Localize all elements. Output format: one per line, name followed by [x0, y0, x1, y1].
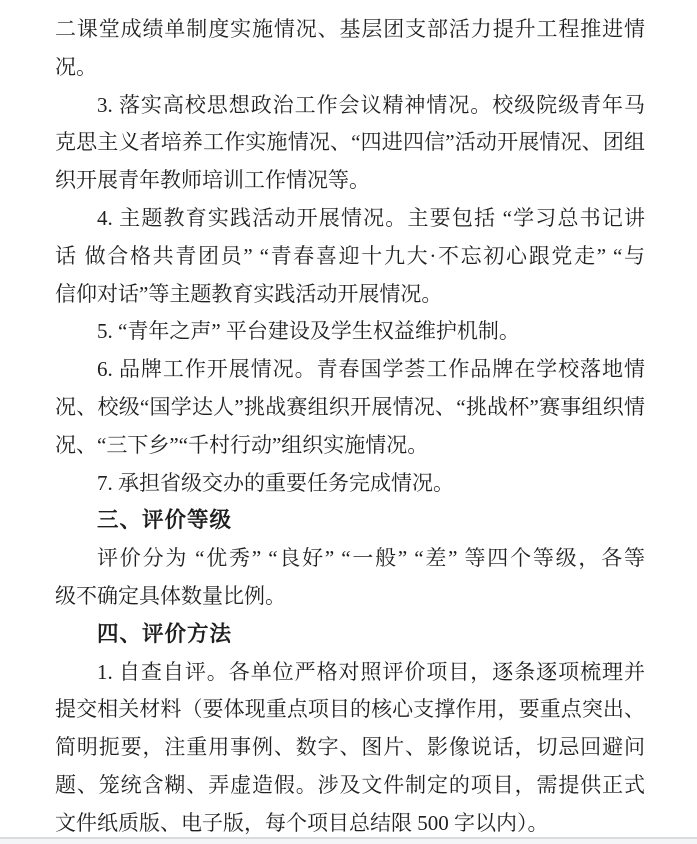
text-line: 文件纸质版、电子版，每个项目总结限 500 字以内）。 [55, 810, 549, 835]
text-line: 织开展青年教师培训工作情况等。 [55, 168, 370, 193]
text-line: 3. 落实高校思想政治工作会议精神情况。校级院级青年马 [97, 92, 645, 117]
text-line: 况。 [55, 54, 97, 79]
section-heading: 三、评价等级 [97, 508, 233, 533]
text-line: 话 做合格共青团员” “青春喜迎十九大·不忘初心跟党走” “与 [55, 243, 645, 268]
text-line: 5. “青年之声” 平台建设及学生权益维护机制。 [97, 319, 520, 344]
text-line: 4. 主题教育实践活动开展情况。主要包括 “学习总书记讲 [97, 205, 645, 230]
text-line: 1. 自查自评。各单位严格对照评价项目，逐条逐项梳理并 [97, 659, 645, 684]
text-line: 级不确定具体数量比例。 [55, 583, 286, 608]
text-line: 信仰对话”等主题教育实践活动开展情况。 [55, 281, 443, 306]
section-heading: 四、评价方法 [97, 621, 233, 646]
text-line: 7. 承担省级交办的重要任务完成情况。 [97, 470, 454, 495]
text-line: 二课堂成绩单制度实施情况、基层团支部活力提升工程推进情 [55, 17, 645, 41]
text-line: 评价分为 “优秀” “良好” “一般” “差” 等四个等级，各等 [97, 546, 645, 571]
text-line: 提交相关材料（要体现重点项目的核心支撑作用，要重点突出、 [55, 697, 645, 722]
text-line: 况、校级“国学达人”挑战赛组织开展情况、“挑战杯”赛事组织情 [55, 394, 645, 419]
page-bottom-edge-band [0, 839, 697, 844]
text-line: 6. 品牌工作开展情况。青春国学荟工作品牌在学校落地情 [97, 357, 645, 382]
text-line: 简明扼要，注重用事例、数字、图片、影像说话，切忌回避问 [55, 735, 645, 760]
document-body [55, 11, 645, 843]
text-line: 况、“三下乡”“千村行动”组织实施情况。 [55, 432, 429, 457]
text-line: 克思主义者培养工作实施情况、“四进四信”活动开展情况、团组 [55, 130, 645, 155]
text-line: 题、笼统含糊、弄虚造假。涉及文件制定的项目，需提供正式 [55, 772, 645, 797]
